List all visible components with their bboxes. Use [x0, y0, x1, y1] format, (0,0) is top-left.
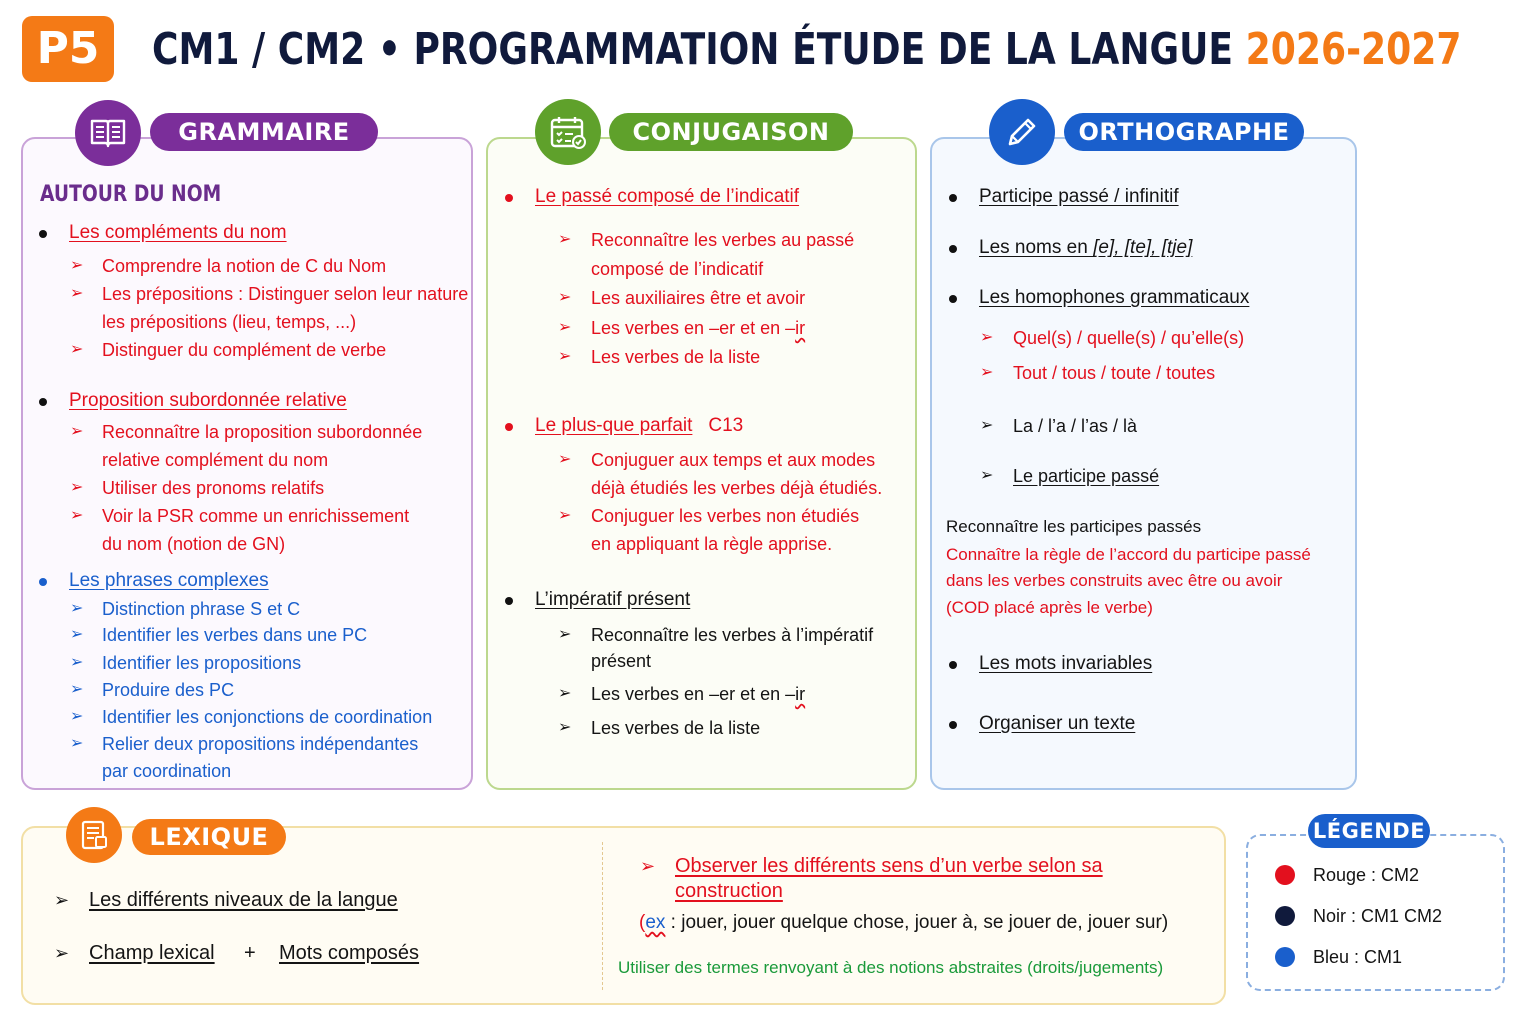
c1-item [591, 315, 805, 341]
c1-item-ir: ir [795, 318, 806, 338]
lex-right-item: Observer les différents sens d’un verbe selon sa [675, 855, 1103, 877]
g2-item: Voir la PSR comme un enrichissement [102, 506, 410, 526]
arrow-icon: ➢ [70, 626, 84, 643]
o2 [979, 235, 1192, 261]
g3-title: Les phrases complexes [69, 570, 269, 591]
g1-item-cont: les prépositions (lieu, temps, ...) [102, 312, 357, 332]
o5-line: (COD placé après le verbe) [946, 598, 1153, 617]
c1-item: Les auxiliaires être et avoir [591, 288, 806, 308]
bullet [39, 230, 47, 238]
c1-item-text: Les verbes en –er et en – [591, 318, 796, 338]
c3-item: Les verbes de la liste [591, 718, 761, 738]
c2-title-row [535, 413, 743, 439]
g2-item-cont: du nom (notion de GN) [102, 534, 286, 554]
red-dot-icon [1275, 865, 1295, 885]
c2-item: Conjuguer les verbes non étudiés [591, 506, 860, 526]
bullet [39, 398, 47, 406]
g2-item: Reconnaître la proposition subordonnée [102, 422, 423, 442]
g1-item: Les prépositions : Distinguer selon leur nature [102, 284, 469, 304]
arrow-icon: ➢ [70, 507, 84, 524]
bullet [39, 578, 47, 586]
arrow-icon: ➢ [980, 364, 994, 381]
o2-text: Les noms en [979, 237, 1094, 258]
conjugaison-label: CONJUGAISON [609, 113, 853, 151]
g1-item: Comprendre la notion de C du Nom [102, 256, 387, 276]
title-text: CM1 / CM2 • PROGRAMMATION ÉTUDE DE LA LANGUE [152, 24, 1246, 75]
legend-label: LÉGENDE [1308, 814, 1430, 848]
black-dot-icon [1275, 906, 1295, 926]
lex-right-item-cont: construction [675, 880, 783, 902]
g2-title: Proposition subordonnée relative [69, 390, 347, 411]
g3-item-cont: par coordination [102, 761, 232, 781]
lex-item: Les différents niveaux de la langue [89, 889, 398, 911]
arrow-icon: ➢ [70, 600, 84, 617]
g3-item: Identifier les conjonctions de coordination [102, 707, 433, 727]
arrow-icon: ➢ [54, 943, 70, 963]
calendar-icon [535, 99, 601, 165]
c1-title: Le passé composé de l’indicatif [535, 186, 800, 207]
arrow-icon: ➢ [980, 467, 994, 484]
lexique-label: LEXIQUE [132, 819, 286, 855]
o3-item: Quel(s) / quelle(s) / qu’elle(s) [1013, 328, 1245, 348]
o5-line: Connaître la règle de l’accord du participe passé [946, 545, 1311, 564]
g3-item: Relier deux propositions indépendantes [102, 734, 419, 754]
g3-item: Identifier les propositions [102, 653, 302, 673]
arrow-icon: ➢ [70, 479, 84, 496]
paren: ( [639, 912, 646, 933]
legend-item: Noir : CM1 CM2 [1313, 906, 1443, 926]
arrow-icon: ➢ [558, 289, 572, 306]
lex-item: Mots composés [279, 942, 420, 964]
o2-phonemes: [e], [te], [tje] [1093, 237, 1193, 258]
bullet [505, 194, 513, 202]
legend-item: Rouge : CM2 [1313, 865, 1420, 885]
bullet [505, 597, 513, 605]
divider [602, 842, 603, 990]
bullet [505, 423, 513, 431]
legend-item: Bleu : CM1 [1313, 947, 1403, 967]
c3-item-ir: ir [795, 684, 806, 704]
example-text: : jouer, jouer quelque chose, jouer à, se jouer de, jouer sur) [665, 912, 1169, 933]
title-year: 2026-2027 [1245, 24, 1462, 75]
arrow-icon: ➢ [558, 231, 572, 248]
page-title [152, 22, 1461, 78]
dictionary-icon [66, 807, 122, 863]
lex-plus: + [244, 942, 256, 964]
c3-item-cont: présent [591, 651, 652, 671]
arrow-icon: ➢ [640, 856, 656, 876]
level-badge: P5 [22, 16, 114, 82]
c3-item [591, 681, 805, 707]
bullet [949, 245, 957, 253]
blue-dot-icon [1275, 947, 1295, 967]
arrow-icon: ➢ [70, 285, 84, 302]
g3-item: Produire des PC [102, 680, 235, 700]
grammaire-label: GRAMMAIRE [150, 113, 378, 151]
section-subtitle: AUTOUR DU NOM [40, 182, 222, 207]
c1-item: Reconnaître les verbes au passé [591, 230, 855, 250]
g2-item: Utiliser des pronoms relatifs [102, 478, 325, 498]
c3-item-text: Les verbes en –er et en – [591, 684, 796, 704]
arrow-icon: ➢ [980, 417, 994, 434]
c2-code: C13 [708, 415, 744, 436]
g3-item: Distinction phrase S et C [102, 599, 301, 619]
book-icon [75, 100, 141, 166]
arrow-icon: ➢ [70, 341, 84, 358]
c2-title: Le plus-que parfait [535, 415, 693, 436]
bullet [949, 721, 957, 729]
arrow-icon: ➢ [558, 348, 572, 365]
arrow-icon: ➢ [70, 735, 84, 752]
o3-item: La / l’a / l’as / là [1013, 416, 1138, 436]
arrow-icon: ➢ [70, 257, 84, 274]
o3: Les homophones grammaticaux [979, 287, 1250, 308]
o6: Les mots invariables [979, 653, 1153, 674]
lex-example [639, 910, 1168, 936]
g2-item-cont: relative complément du nom [102, 450, 329, 470]
pencil-icon [989, 99, 1055, 165]
arrow-icon: ➢ [70, 708, 84, 725]
arrow-icon: ➢ [558, 507, 572, 524]
o7: Organiser un texte [979, 713, 1136, 734]
bullet [949, 661, 957, 669]
arrow-icon: ➢ [558, 719, 572, 736]
c2-item: Conjuguer aux temps et aux modes [591, 450, 876, 470]
c3-item: Reconnaître les verbes à l’impératif [591, 625, 874, 645]
bullet [949, 194, 957, 202]
g1-item: Distinguer du complément de verbe [102, 340, 387, 360]
c1-item: Les verbes de la liste [591, 347, 761, 367]
orthographe-label: ORTHOGRAPHE [1064, 113, 1304, 151]
g3-item: Identifier les verbes dans une PC [102, 625, 368, 645]
c2-item-cont: déjà étudiés les verbes déjà étudiés. [591, 478, 883, 498]
arrow-icon: ➢ [70, 423, 84, 440]
arrow-icon: ➢ [54, 890, 70, 910]
o3-item: Le participe passé [1013, 466, 1160, 486]
arrow-icon: ➢ [70, 681, 84, 698]
arrow-icon: ➢ [558, 451, 572, 468]
bullet [949, 295, 957, 303]
arrow-icon: ➢ [558, 685, 572, 702]
o3-item: Tout / tous / toute / toutes [1013, 363, 1216, 383]
lex-item: Champ lexical [89, 942, 215, 964]
g1-title: Les compléments du nom [69, 222, 287, 243]
ex-label: ex [645, 912, 666, 933]
o1: Participe passé / infinitif [979, 186, 1179, 207]
arrow-icon: ➢ [70, 654, 84, 671]
o4: Reconnaître les participes passés [946, 517, 1202, 536]
arrow-icon: ➢ [558, 626, 572, 643]
c2-item-cont: en appliquant la règle apprise. [591, 534, 833, 554]
c3-title: L’impératif présent [535, 589, 691, 610]
lex-abstract: Utiliser des termes renvoyant à des notions abstraites (droits/jugements) [618, 958, 1164, 977]
c1-item-cont: composé de l’indicatif [591, 259, 764, 279]
arrow-icon: ➢ [980, 329, 994, 346]
o5-line: dans les verbes construits avec être ou avoir [946, 571, 1283, 590]
arrow-icon: ➢ [558, 319, 572, 336]
